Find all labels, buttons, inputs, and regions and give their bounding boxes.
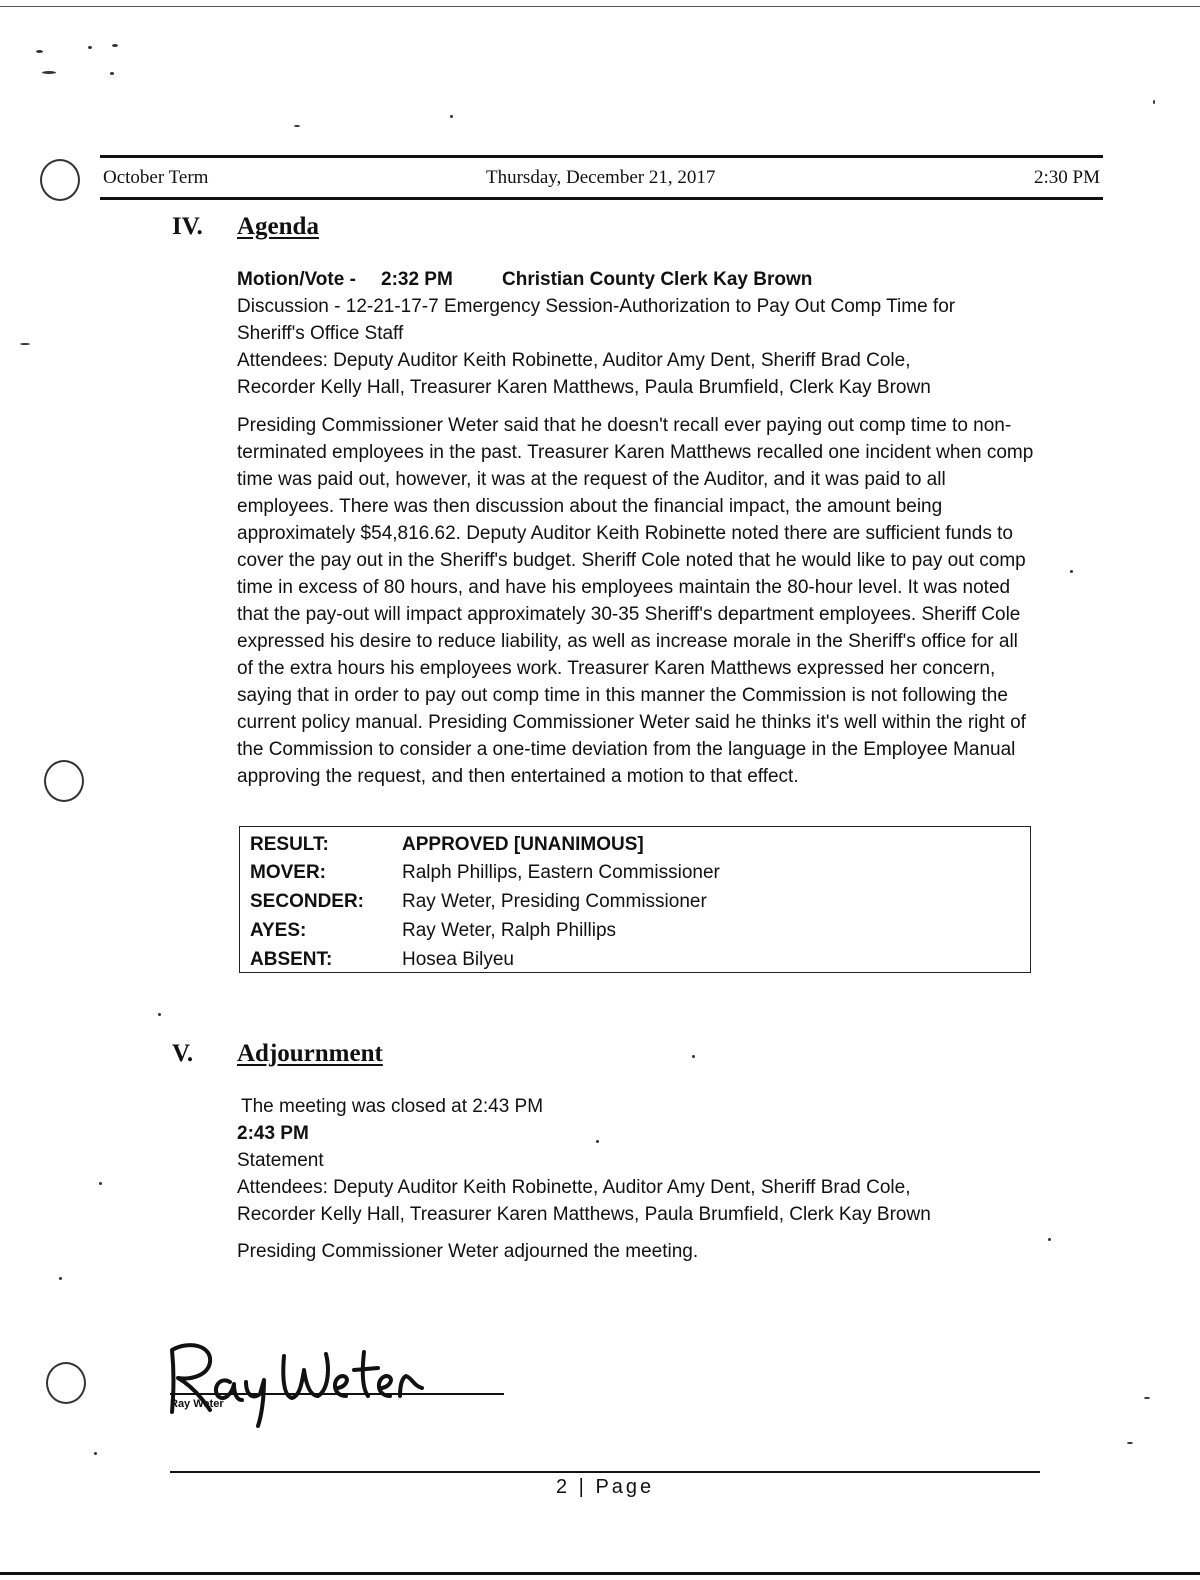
vote-label: ABSENT:	[250, 949, 333, 970]
scan-speck	[88, 46, 92, 49]
scan-speck	[110, 72, 114, 75]
scan-speck	[112, 44, 118, 47]
scan-speck	[1144, 1397, 1150, 1399]
agenda-paragraph: Presiding Commissioner Weter said that he doesn't recall ever paying out comp time to non-terminated employees in the past. Treasurer Karen Matthews recalled one incident when comp time was paid out, however, it was at the request of the Auditor, and it was paid to all employees. There was then discussion about the financial impact, the amount being approximately $54,816.62. Deputy Auditor Keith Robinette noted there are sufficient funds to cover the pay out in the Sheriff's budget. Sheriff Cole noted that he would like to pay out comp time in excess of 80 hours, and have his employees maintain the 80-hour level. It was noted that the pay-out will impact approximately 30-35 Sheriff's department employees. Sheriff Cole expressed his desire to reduce liability, as well as increase morale in the Sheriff's office for all of the extra hours his employees work. Treasurer Karen Matthews expressed her concern, saying that in order to pay out comp time in this manner the Commission is not following the current policy manual. Presiding Commissioner Weter said he thinks it's well within the right of the Commission to consider a one-time deviation from the language in the Employee Manual approving the request, and then entertained a motion to that effect.	[237, 415, 1034, 787]
vote-label: MOVER:	[250, 862, 326, 883]
adjournment-type: Statement	[237, 1150, 324, 1171]
footer-rule	[170, 1471, 1040, 1473]
top-edge-line	[0, 6, 1200, 7]
scan-speck	[450, 115, 453, 118]
scan-speck	[294, 125, 300, 127]
adjournment-time: 2:43 PM	[237, 1123, 309, 1144]
punch-hole	[40, 159, 80, 201]
vote-value: Ralph Phillips, Eastern Commissioner	[402, 862, 720, 883]
scan-speck	[20, 343, 30, 345]
attendees-line: Attendees: Deputy Auditor Keith Robinette, Auditor Amy Dent, Sheriff Brad Cole,	[237, 1177, 911, 1198]
punch-hole	[46, 1362, 86, 1404]
motion-label: Motion/Vote -	[237, 269, 362, 290]
section-number-v: V.	[172, 1040, 194, 1067]
scan-speck	[596, 1140, 599, 1143]
vote-label: AYES:	[250, 920, 307, 941]
scan-speck	[1153, 100, 1155, 104]
header-top-rule	[100, 155, 1103, 158]
scan-speck	[36, 50, 43, 53]
adjournment-closing: Presiding Commissioner Weter adjourned the meeting.	[237, 1241, 699, 1262]
vote-value: Ray Weter, Presiding Commissioner	[402, 891, 707, 912]
page-number: 2	[556, 1476, 571, 1498]
signature-printed-name: Ray Weter	[170, 1398, 224, 1410]
page-label: Page	[595, 1476, 655, 1498]
header-bottom-rule	[100, 197, 1103, 200]
closed-text: The meeting was closed at 2:43 PM	[241, 1096, 544, 1117]
signature-line	[170, 1393, 504, 1395]
scan-speck	[94, 1452, 97, 1455]
bottom-edge-line	[0, 1572, 1200, 1575]
scan-speck	[1070, 570, 1073, 573]
page-separator: |	[570, 1476, 596, 1498]
scan-speck	[59, 1277, 62, 1280]
header-term: October Term	[103, 167, 209, 188]
section-number-iv: IV.	[172, 213, 203, 240]
page-footer	[556, 1476, 654, 1499]
scan-speck	[692, 1055, 695, 1058]
vote-value: Hosea Bilyeu	[402, 949, 514, 970]
section-title-adjournment: Adjournment	[237, 1040, 383, 1067]
vote-value: Ray Weter, Ralph Phillips	[402, 920, 617, 941]
motion-presenter: Christian County Clerk Kay Brown	[502, 269, 813, 290]
scan-speck	[1048, 1238, 1051, 1241]
vote-label: RESULT:	[250, 834, 329, 855]
vote-label: SECONDER:	[250, 891, 365, 912]
discussion-line: Sheriff's Office Staff	[237, 323, 404, 344]
punch-hole	[44, 760, 84, 802]
motion-time: 2:32 PM	[381, 269, 453, 290]
section-title-agenda: Agenda	[237, 213, 319, 240]
vote-result-box	[239, 826, 1031, 973]
scan-speck	[158, 1013, 161, 1016]
header-time: 2:30 PM	[1034, 167, 1100, 188]
scan-speck	[99, 1182, 102, 1185]
attendees-line: Recorder Kelly Hall, Treasurer Karen Matthews, Paula Brumfield, Clerk Kay Brown	[237, 1204, 931, 1225]
discussion-line: Discussion - 12-21-17-7 Emergency Session-Authorization to Pay Out Comp Time for	[237, 296, 956, 317]
signature-image	[160, 1330, 460, 1430]
scan-speck	[42, 71, 56, 74]
scan-speck	[1127, 1442, 1133, 1444]
attendees-line: Recorder Kelly Hall, Treasurer Karen Matthews, Paula Brumfield, Clerk Kay Brown	[237, 377, 931, 398]
vote-value: APPROVED [UNANIMOUS]	[402, 834, 644, 855]
header-date: Thursday, December 21, 2017	[486, 167, 716, 188]
attendees-line: Attendees: Deputy Auditor Keith Robinette, Auditor Amy Dent, Sheriff Brad Cole,	[237, 350, 911, 371]
